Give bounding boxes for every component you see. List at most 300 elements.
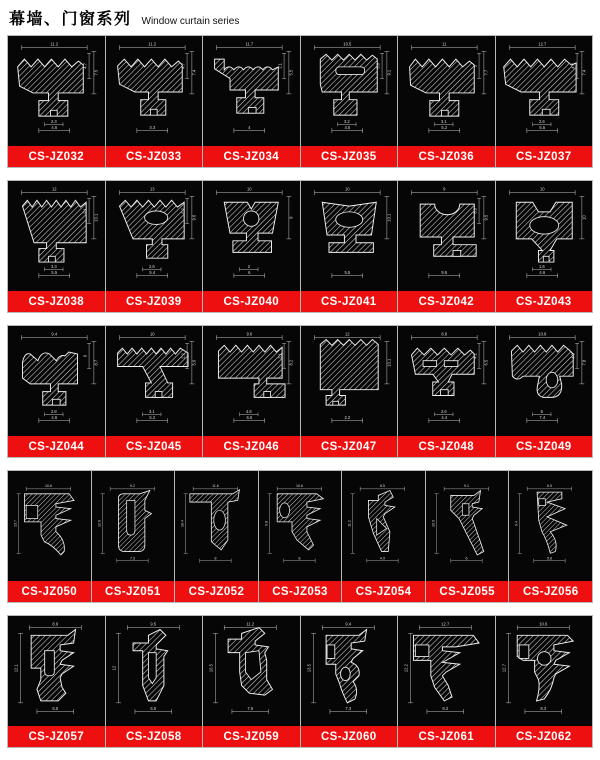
product-cell xyxy=(301,616,398,747)
profile-drawing xyxy=(496,36,593,146)
profile-outline xyxy=(25,494,75,555)
svg-text:8: 8 xyxy=(214,556,217,561)
svg-text:4.7: 4.7 xyxy=(570,63,576,69)
product-row xyxy=(7,470,593,603)
profile-drawing xyxy=(203,181,300,291)
product-code-label xyxy=(8,291,105,312)
svg-text:10: 10 xyxy=(149,331,155,337)
product-cell xyxy=(509,471,592,602)
svg-text:12.2: 12.2 xyxy=(403,664,409,673)
product-code-label xyxy=(301,436,398,457)
svg-text:4.7: 4.7 xyxy=(180,63,186,69)
svg-text:2.6: 2.6 xyxy=(440,408,447,414)
product-code-label xyxy=(106,291,203,312)
svg-text:2.1: 2.1 xyxy=(277,63,283,69)
svg-text:6.5: 6.5 xyxy=(547,484,553,489)
profile-hole xyxy=(52,399,60,405)
product-code: CS-JZ055 xyxy=(439,585,495,598)
svg-text:5.4: 5.4 xyxy=(148,270,155,276)
profile-holes xyxy=(415,645,429,657)
profile-hole xyxy=(542,109,550,115)
profile-outline xyxy=(451,490,484,554)
profile-hole xyxy=(462,504,469,516)
profile-holes xyxy=(126,500,134,535)
svg-text:9.4: 9.4 xyxy=(344,621,351,627)
product-code: CS-JZ054 xyxy=(355,585,412,598)
svg-text:2.6: 2.6 xyxy=(538,118,545,124)
profile-hole xyxy=(335,212,362,227)
profile-holes xyxy=(144,211,167,225)
product-cell xyxy=(8,326,105,457)
product-code: CS-JZ050 xyxy=(21,585,78,598)
profile-holes xyxy=(332,401,338,405)
profile-outline xyxy=(320,54,377,115)
svg-text:10.5: 10.5 xyxy=(208,664,214,673)
product-code-label xyxy=(426,581,509,602)
svg-text:5.5: 5.5 xyxy=(538,125,545,131)
svg-text:12.1: 12.1 xyxy=(13,664,19,673)
svg-text:4: 4 xyxy=(248,125,251,131)
svg-text:10.4: 10.4 xyxy=(180,520,185,527)
profile-hole xyxy=(155,392,162,398)
svg-text:13: 13 xyxy=(149,186,155,192)
product-cell xyxy=(398,326,495,457)
svg-text:7.5: 7.5 xyxy=(93,69,99,76)
svg-text:5.8: 5.8 xyxy=(547,556,553,561)
product-cell xyxy=(106,326,203,457)
profile-drawing xyxy=(8,616,105,726)
svg-text:11.6: 11.6 xyxy=(212,484,219,489)
profile-drawing xyxy=(426,471,509,581)
product-code-label xyxy=(398,146,495,167)
profile-hole xyxy=(279,503,289,518)
product-code-label xyxy=(342,581,425,602)
svg-text:9.1: 9.1 xyxy=(463,484,469,489)
svg-text:6.5: 6.5 xyxy=(52,706,59,712)
product-cell xyxy=(175,471,258,602)
profile-hole xyxy=(335,67,364,75)
product-cell xyxy=(301,326,398,457)
svg-text:7.3: 7.3 xyxy=(129,556,135,561)
profile-holes xyxy=(50,110,57,116)
svg-text:7.6: 7.6 xyxy=(247,706,254,712)
product-code-label xyxy=(92,581,175,602)
svg-text:7.4: 7.4 xyxy=(538,415,545,421)
svg-text:9.2: 9.2 xyxy=(129,484,135,489)
product-code: CS-JZ049 xyxy=(515,440,572,453)
product-code-label xyxy=(203,436,300,457)
svg-text:4.1: 4.1 xyxy=(472,353,478,359)
profile-hole xyxy=(453,250,461,256)
svg-text:10: 10 xyxy=(580,215,586,220)
product-code-label xyxy=(398,436,495,457)
product-cell xyxy=(8,181,105,312)
svg-text:5.5: 5.5 xyxy=(51,270,58,276)
profile-outline xyxy=(412,348,475,395)
profile-holes xyxy=(248,107,256,113)
profile-drawing xyxy=(203,616,300,726)
product-code-label xyxy=(509,581,592,602)
product-row xyxy=(7,35,593,168)
svg-text:8.2: 8.2 xyxy=(288,359,294,366)
profile-drawing xyxy=(301,181,398,291)
svg-text:3.2: 3.2 xyxy=(343,118,350,124)
product-cell xyxy=(203,36,300,167)
profile-hole xyxy=(214,510,226,530)
product-row xyxy=(7,180,593,313)
svg-text:12: 12 xyxy=(52,186,57,192)
svg-text:4.6: 4.6 xyxy=(51,125,58,131)
profile-holes xyxy=(539,499,546,506)
product-code: CS-JZ058 xyxy=(125,730,182,743)
svg-text:10.1: 10.1 xyxy=(385,213,391,222)
product-cell xyxy=(496,326,593,457)
svg-text:8.7: 8.7 xyxy=(93,359,99,366)
page-title-english: Window curtain series xyxy=(141,16,240,27)
product-code-label xyxy=(106,726,203,747)
product-code: CS-JZ041 xyxy=(320,295,377,308)
profile-hole xyxy=(144,211,167,225)
profile-drawing xyxy=(301,36,398,146)
svg-text:12.7: 12.7 xyxy=(537,41,546,47)
svg-text:9.8: 9.8 xyxy=(263,521,268,526)
product-cell xyxy=(301,36,398,167)
profile-holes xyxy=(52,399,60,405)
product-code: CS-JZ047 xyxy=(320,440,377,453)
svg-text:6.7: 6.7 xyxy=(180,208,186,214)
product-code-label xyxy=(203,291,300,312)
profile-drawing xyxy=(92,471,175,581)
profile-hole xyxy=(49,256,56,262)
product-cell xyxy=(106,36,203,167)
product-code-label xyxy=(106,436,203,457)
product-cell xyxy=(8,616,105,747)
product-code-label xyxy=(301,146,398,167)
profile-hole xyxy=(529,217,558,234)
svg-text:6: 6 xyxy=(465,556,468,561)
svg-text:6: 6 xyxy=(248,270,251,276)
svg-text:5.5: 5.5 xyxy=(288,69,294,76)
product-code-label xyxy=(301,291,398,312)
product-code: CS-JZ046 xyxy=(223,440,280,453)
profile-hole xyxy=(423,361,437,367)
svg-text:7.4: 7.4 xyxy=(190,69,196,76)
page-header xyxy=(9,6,593,28)
profile-hole xyxy=(126,500,134,535)
svg-text:7.8: 7.8 xyxy=(580,359,586,366)
product-cell xyxy=(8,36,105,167)
product-code: CS-JZ037 xyxy=(515,150,572,163)
svg-text:8: 8 xyxy=(298,556,301,561)
product-code: CS-JZ062 xyxy=(515,730,572,743)
product-cell xyxy=(496,616,593,747)
product-code-label xyxy=(8,436,105,457)
svg-text:10.5: 10.5 xyxy=(342,41,351,47)
svg-text:11.7: 11.7 xyxy=(245,41,254,47)
svg-text:10: 10 xyxy=(247,186,252,192)
profile-holes xyxy=(335,212,362,227)
profile-outline xyxy=(117,348,187,397)
profile-hole xyxy=(543,256,549,262)
profile-drawing xyxy=(8,326,105,436)
product-code-label xyxy=(496,146,593,167)
profile-drawing xyxy=(398,616,495,726)
profile-drawing xyxy=(8,36,105,146)
product-code: CS-JZ053 xyxy=(272,585,328,598)
profile-hole xyxy=(415,645,429,657)
svg-text:4.5: 4.5 xyxy=(343,125,350,131)
svg-text:10.9: 10.9 xyxy=(431,520,436,527)
profile-hole xyxy=(440,390,448,396)
profile-holes xyxy=(335,67,364,75)
profile-holes xyxy=(45,651,55,676)
svg-text:5.5: 5.5 xyxy=(343,270,350,276)
svg-text:4.6: 4.6 xyxy=(51,415,58,421)
svg-text:8.9: 8.9 xyxy=(52,621,59,627)
product-code-label xyxy=(203,146,300,167)
product-cell xyxy=(92,471,175,602)
svg-text:5.2: 5.2 xyxy=(148,415,155,421)
svg-text:11.2: 11.2 xyxy=(246,621,255,627)
product-cell xyxy=(496,36,593,167)
product-code: CS-JZ038 xyxy=(28,295,85,308)
product-code: CS-JZ060 xyxy=(320,730,377,743)
svg-text:8.3: 8.3 xyxy=(539,706,546,712)
product-code-label xyxy=(106,146,203,167)
product-code-label xyxy=(203,726,300,747)
svg-text:9.1: 9.1 xyxy=(385,69,391,76)
profile-holes xyxy=(244,211,259,226)
product-code-label xyxy=(8,581,91,602)
profile-drawing xyxy=(8,181,105,291)
svg-text:12.6: 12.6 xyxy=(96,520,101,527)
product-code: CS-JZ057 xyxy=(28,730,85,743)
product-code: CS-JZ042 xyxy=(418,295,475,308)
product-code: CS-JZ040 xyxy=(223,295,280,308)
svg-text:9: 9 xyxy=(288,216,294,219)
profile-outline xyxy=(326,630,367,703)
svg-text:2: 2 xyxy=(247,263,250,269)
product-code: CS-JZ045 xyxy=(125,440,182,453)
svg-text:5.8: 5.8 xyxy=(375,63,381,69)
profile-drawing xyxy=(496,181,593,291)
product-code-label xyxy=(398,726,495,747)
product-code-label xyxy=(398,291,495,312)
product-code-label xyxy=(496,291,593,312)
product-code: CS-JZ061 xyxy=(418,730,475,743)
product-row xyxy=(7,325,593,458)
svg-text:5.2: 5.2 xyxy=(441,125,448,131)
profile-hole xyxy=(327,645,335,659)
svg-text:8.5: 8.5 xyxy=(380,484,386,489)
profile-drawing xyxy=(496,326,593,436)
svg-text:9.4: 9.4 xyxy=(514,521,519,526)
product-cell xyxy=(398,181,495,312)
product-cell xyxy=(8,471,91,602)
product-code: CS-JZ033 xyxy=(125,150,182,163)
profile-outline xyxy=(22,352,77,405)
svg-text:9.5: 9.5 xyxy=(149,621,156,627)
product-code: CS-JZ052 xyxy=(188,585,245,598)
profile-outline xyxy=(320,340,378,406)
profile-hole xyxy=(50,110,57,116)
profile-hole xyxy=(546,372,558,387)
profile-hole xyxy=(519,645,529,659)
svg-text:10.6: 10.6 xyxy=(538,621,547,627)
profile-drawing xyxy=(203,36,300,146)
profile-outline xyxy=(503,59,575,115)
product-cell xyxy=(106,616,203,747)
svg-text:9.5: 9.5 xyxy=(483,214,489,221)
product-code: CS-JZ059 xyxy=(223,730,280,743)
svg-text:12: 12 xyxy=(111,665,117,671)
profile-drawing xyxy=(496,616,593,726)
profile-outline xyxy=(224,202,278,252)
svg-text:7.4: 7.4 xyxy=(580,69,586,76)
profile-holes xyxy=(150,109,157,115)
product-code-label xyxy=(175,581,258,602)
profile-hole xyxy=(444,361,458,367)
svg-text:10.6: 10.6 xyxy=(295,484,303,489)
profile-outline xyxy=(410,59,475,116)
profile-outline xyxy=(18,59,84,116)
product-cell xyxy=(398,616,495,747)
profile-hole xyxy=(244,211,259,226)
product-code: CS-JZ044 xyxy=(28,440,85,453)
product-code: CS-JZ039 xyxy=(125,295,182,308)
profile-drawing xyxy=(509,471,592,581)
product-code: CS-JZ032 xyxy=(28,150,85,163)
profile-hole xyxy=(148,653,156,684)
svg-text:10.8: 10.8 xyxy=(537,331,546,337)
profile-outline xyxy=(218,345,285,397)
svg-text:3.1: 3.1 xyxy=(148,408,155,414)
profile-drawing xyxy=(301,616,398,726)
profile-drawing xyxy=(259,471,342,581)
svg-text:9.4: 9.4 xyxy=(51,331,58,337)
profile-hole xyxy=(539,499,546,506)
svg-text:1.6: 1.6 xyxy=(538,263,545,269)
svg-text:11: 11 xyxy=(442,41,447,47)
profile-outline xyxy=(369,490,395,551)
svg-text:10.1: 10.1 xyxy=(385,358,391,367)
svg-text:7.3: 7.3 xyxy=(344,706,351,712)
product-code: CS-JZ056 xyxy=(522,585,579,598)
product-code-label xyxy=(496,726,593,747)
svg-text:10: 10 xyxy=(539,186,545,192)
svg-text:8.8: 8.8 xyxy=(441,331,448,337)
profile-holes xyxy=(264,392,271,398)
profile-holes xyxy=(453,250,461,256)
svg-text:13.7: 13.7 xyxy=(13,520,18,527)
profile-holes xyxy=(155,392,162,398)
product-code-label xyxy=(8,146,105,167)
svg-text:4.6: 4.6 xyxy=(538,270,545,276)
product-cell xyxy=(203,181,300,312)
svg-text:4.6: 4.6 xyxy=(245,408,252,414)
product-code: CS-JZ034 xyxy=(223,150,280,163)
svg-text:2.8: 2.8 xyxy=(50,408,57,414)
profile-outline xyxy=(215,59,279,113)
profile-outline xyxy=(119,200,184,258)
profile-holes xyxy=(148,653,156,684)
svg-text:3.3: 3.3 xyxy=(148,125,155,131)
svg-text:4.7: 4.7 xyxy=(82,63,88,69)
svg-text:2.2: 2.2 xyxy=(343,415,350,421)
svg-text:11.2: 11.2 xyxy=(347,520,352,527)
svg-text:12.7: 12.7 xyxy=(441,621,450,627)
product-cell xyxy=(203,326,300,457)
svg-text:6.5: 6.5 xyxy=(483,359,489,366)
profile-hole xyxy=(264,392,271,398)
product-code-label xyxy=(301,726,398,747)
product-cell xyxy=(203,616,300,747)
product-cell xyxy=(426,471,509,602)
profile-drawing xyxy=(203,326,300,436)
product-cell xyxy=(398,36,495,167)
product-cell xyxy=(342,471,425,602)
profile-holes xyxy=(441,110,448,116)
profile-holes xyxy=(26,505,38,518)
profile-holes xyxy=(279,503,289,518)
svg-text:3.1: 3.1 xyxy=(440,118,447,124)
svg-text:9.6: 9.6 xyxy=(190,214,196,221)
profile-drawing xyxy=(106,326,203,436)
profile-hole xyxy=(26,505,38,518)
product-grid xyxy=(7,35,593,748)
product-code-label xyxy=(496,436,593,457)
profile-drawing xyxy=(106,181,203,291)
product-code-label xyxy=(259,581,342,602)
profile-drawing xyxy=(301,326,398,436)
profile-holes xyxy=(49,256,56,262)
product-code-label xyxy=(8,726,105,747)
profile-hole xyxy=(332,401,338,405)
svg-text:9.2: 9.2 xyxy=(442,706,449,712)
svg-text:12: 12 xyxy=(344,331,350,337)
product-cell xyxy=(106,181,203,312)
svg-text:2.3: 2.3 xyxy=(50,118,57,124)
profile-outline xyxy=(511,345,576,397)
profile-hole xyxy=(537,652,551,666)
profile-holes xyxy=(214,510,226,530)
svg-text:2.6: 2.6 xyxy=(148,263,155,269)
svg-text:4.9: 4.9 xyxy=(380,556,386,561)
svg-text:10.1: 10.1 xyxy=(93,213,99,222)
profile-hole xyxy=(150,109,157,115)
svg-text:5: 5 xyxy=(540,408,543,414)
profile-drawing xyxy=(175,471,258,581)
svg-text:11.2: 11.2 xyxy=(50,41,59,47)
profile-holes xyxy=(546,372,558,387)
svg-text:3.1: 3.1 xyxy=(277,353,283,359)
svg-text:6.6: 6.6 xyxy=(246,415,253,421)
profile-hole xyxy=(248,107,256,113)
profile-hole xyxy=(441,110,448,116)
svg-text:4.5: 4.5 xyxy=(570,353,576,359)
product-row xyxy=(7,615,593,748)
svg-text:2.2: 2.2 xyxy=(180,353,186,359)
svg-text:3.3: 3.3 xyxy=(50,263,57,269)
svg-text:6: 6 xyxy=(82,354,88,358)
svg-text:9.6: 9.6 xyxy=(246,331,253,337)
product-cell xyxy=(259,471,342,602)
svg-text:10: 10 xyxy=(344,186,350,192)
svg-text:7.7: 7.7 xyxy=(483,69,489,76)
profile-drawing xyxy=(398,181,495,291)
product-cell xyxy=(496,181,593,312)
profile-drawing xyxy=(8,471,91,581)
